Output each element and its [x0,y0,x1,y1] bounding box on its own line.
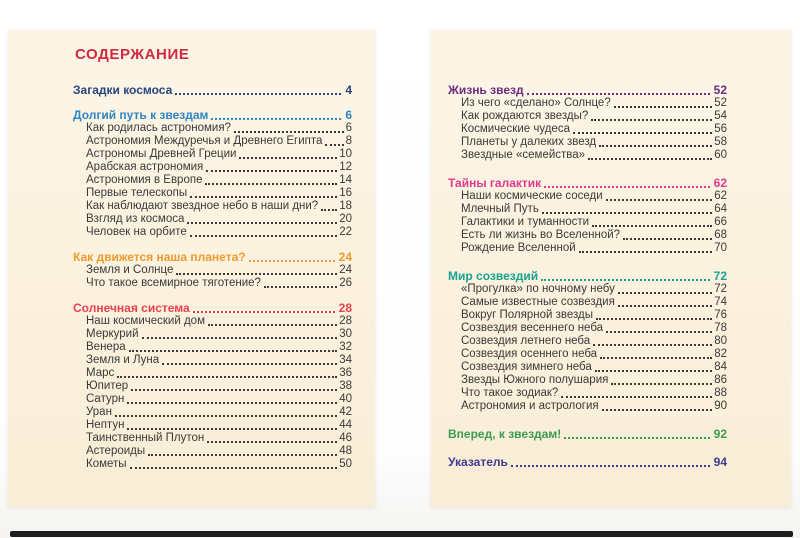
toc-entry-title: Меркурий [86,328,139,340]
toc-entry-title: Астрономия в Европе [86,174,203,186]
toc-entry [73,122,352,135]
toc-entry [73,315,352,328]
toc-entry-title: Мир созвездий [448,269,539,283]
toc-leader-dots [541,279,710,281]
toc-entry-title: Тайны галактик [448,176,542,190]
toc-page-number: 68 [714,229,727,241]
toc-entry [73,341,352,354]
toc-page-number: 46 [339,432,352,444]
toc-page-number: 94 [713,455,727,469]
toc-leader-dots [175,93,341,95]
toc-entry [73,148,352,161]
toc-entry-title: Сатурн [86,393,125,405]
toc-entry [73,432,352,445]
toc-page-number: 4 [345,83,352,97]
toc-page-number: 12 [339,161,352,173]
toc-leader-dots [588,158,712,160]
toc-leader-dots [148,454,337,456]
toc-entry [73,213,352,226]
toc-entry-title: Что такое зодиак? [461,387,559,399]
toc-section [448,428,727,441]
toc-section-header [448,428,727,441]
toc-section [73,109,352,239]
toc-entry-title: Самые известные созвездия [461,296,615,308]
toc-leader-dots [190,235,337,237]
toc-entry [448,361,727,374]
toc-section [73,251,352,290]
book-bottom-edge [10,531,793,537]
toc-leader-dots [564,437,709,439]
toc-entry-title: Астрономия и астрология [461,400,599,412]
toc-page-number: 66 [714,216,727,228]
toc-leader-dots [190,196,337,198]
toc-section-header [448,84,727,97]
toc-entry-title: Есть ли жизнь во Вселенной? [461,229,621,241]
toc-section [73,302,352,471]
toc-page-number: 48 [339,445,352,457]
toc-page-number: 50 [339,458,352,470]
toc-entry-title: Взгляд из космоса [86,213,185,225]
toc-entry [448,203,727,216]
toc-leader-dots [264,286,337,288]
toc-leader-dots [561,396,712,398]
toc-leader-dots [127,428,337,430]
toc-entry-title: Марс [86,367,115,379]
toc-page-number: 82 [714,348,727,360]
toc-leader-dots [325,144,343,146]
toc-entry-title: Космические чудеса [461,123,570,135]
toc-leader-dots [127,402,337,404]
toc-page-number: 18 [339,200,352,212]
toc-entry [73,226,352,239]
toc-leader-dots [142,337,338,339]
toc-leader-dots [117,376,337,378]
toc-entry [448,322,727,335]
toc-leader-dots [207,441,337,443]
toc-leader-dots [193,311,335,313]
toc-leader-dots [592,225,712,227]
toc-page-number: 58 [714,136,727,148]
toc-entry [448,400,727,413]
toc-section [73,84,352,97]
toc-leader-dots [618,292,712,294]
toc-leader-dots [593,344,712,346]
toc-entry-title: Земля и Солнце [86,264,174,276]
toc-right-column [448,84,727,469]
toc-entry-title: Галактики и туманности [461,216,590,228]
toc-section-header [448,177,727,190]
right-page [431,30,791,507]
toc-entry-title: Астрономы Древней Греции [86,148,237,160]
toc-leader-dots [611,383,712,385]
toc-entry [73,445,352,458]
toc-leader-dots [599,145,712,147]
toc-section-header [448,270,727,283]
toc-page-number: 90 [714,400,727,412]
toc-section [448,177,727,255]
toc-entry-title: Таинственный Плутон [86,432,205,444]
toc-entry-title: Из чего «сделано» Солнце? [461,97,611,109]
toc-entry-title: Юпитер [86,380,129,392]
toc-entry-title: Долгий путь к звездам [73,108,209,122]
toc-leader-dots [511,465,710,467]
toc-entry [73,380,352,393]
toc-page-number: 26 [339,277,352,289]
toc-entry [73,200,352,213]
toc-section [448,456,727,469]
toc-entry-title: Созвездия зимнего неба [461,361,592,373]
toc-page-number: 32 [339,341,352,353]
toc-entry-title: Звезды Южного полушария [461,374,609,386]
toc-entry [73,264,352,277]
toc-leader-dots [130,467,338,469]
toc-entry [448,309,727,322]
toc-page-number: 52 [714,97,727,109]
toc-page-number: 6 [345,122,352,134]
toc-leader-dots [618,305,712,307]
toc-entry [73,419,352,432]
left-page-content [8,30,375,471]
toc-entry-title: Кометы [86,458,127,470]
toc-page-number: 74 [714,296,727,308]
toc-page-number: 54 [714,110,727,122]
toc-entry [448,97,727,110]
toc-entry-title: Как рождаются звезды? [461,110,589,122]
toc-leader-dots [208,324,337,326]
toc-leader-dots [162,363,337,365]
toc-entry-title: Планеты у далеких звезд [461,136,597,148]
toc-entry [448,229,727,242]
toc-entry-title: Созвездия летнего неба [461,335,591,347]
toc-leader-dots [187,222,337,224]
toc-page-number: 92 [713,427,727,441]
toc-page-number: 56 [714,123,727,135]
toc-entry-title: «Прогулка» по ночному небу [461,283,615,295]
toc-page-number: 16 [339,187,352,199]
toc-page-number: 62 [714,190,727,202]
toc-leader-dots [579,251,713,253]
toc-page-number: 86 [714,374,727,386]
toc-entry [73,277,352,290]
toc-leader-dots [602,409,713,411]
toc-entry-title: Земля и Луна [86,354,160,366]
toc-entry [448,387,727,400]
toc-page-number: 28 [339,315,352,327]
toc-leader-dots [205,183,337,185]
toc-leader-dots [131,389,337,391]
toc-entry [448,110,727,123]
toc-entry [448,216,727,229]
toc-entry-title: Загадки космоса [73,83,173,97]
toc-left-column [73,84,352,471]
toc-section-header [448,456,727,469]
toc-entry-title: Вперед, к звездам! [448,427,562,441]
toc-section-header [73,84,352,97]
toc-leader-dots [211,118,341,120]
toc-entry-title: Астероиды [86,445,146,457]
toc-entry [73,393,352,406]
toc-page-number: 64 [714,203,727,215]
toc-page-number: 80 [714,335,727,347]
toc-page-number: 62 [713,176,727,190]
toc-entry-title: Солнечная система [73,301,190,315]
toc-page-number: 24 [339,264,352,276]
toc-entry-title: Человек на орбите [86,226,187,238]
toc-page-number: 52 [713,83,727,97]
toc-entry [73,328,352,341]
toc-entry [73,161,352,174]
toc-page-number: 72 [713,269,727,283]
toc-entry [448,242,727,255]
toc-page-number: 28 [338,301,352,315]
toc-entry [448,348,727,361]
toc-entry [448,283,727,296]
page-title: СОДЕРЖАНИЕ [75,46,190,63]
toc-entry-title: Рождение Вселенной [461,242,576,254]
toc-leader-dots [595,370,712,372]
toc-entry-title: Венера [86,341,126,353]
toc-entry [73,174,352,187]
toc-entry-title: Первые телескопы [86,187,188,199]
toc-leader-dots [623,238,712,240]
toc-leader-dots [527,93,710,95]
toc-page-number: 22 [339,226,352,238]
toc-entry-title: Уран [86,406,112,418]
toc-section-header [73,302,352,315]
toc-entry [73,354,352,367]
toc-page-number: 30 [339,328,352,340]
toc-page-number: 76 [714,309,727,321]
toc-leader-dots [321,209,337,211]
toc-leader-dots [544,186,709,188]
toc-page-number: 14 [339,174,352,186]
toc-section [448,84,727,162]
toc-entry-title: Как родилась астрономия? [86,122,231,134]
toc-entry [448,123,727,136]
toc-entry-title: Нептун [86,419,125,431]
toc-page-number: 78 [714,322,727,334]
toc-page-number: 6 [345,108,352,122]
toc-entry-title: Как наблюдают звездное небо в наши дни? [86,200,319,212]
toc-leader-dots [206,170,337,172]
right-page-content [431,30,791,469]
toc-page-number: 42 [339,406,352,418]
toc-entry-title: Млечный Путь [461,203,539,215]
toc-leader-dots [239,157,337,159]
toc-page-number: 40 [339,393,352,405]
toc-leader-dots [596,318,712,320]
toc-page-number: 44 [339,419,352,431]
toc-entry [448,335,727,348]
toc-entry-title: Жизнь звезд [448,83,524,97]
toc-leader-dots [115,415,337,417]
toc-entry [73,135,352,148]
toc-entry [448,136,727,149]
toc-page-number: 20 [339,213,352,225]
toc-entry [73,406,352,419]
toc-page-number: 34 [339,354,352,366]
toc-page-number: 36 [339,367,352,379]
toc-page-number: 24 [338,250,352,264]
toc-entry-title: Созвездия осеннего неба [461,348,598,360]
toc-page-number: 84 [714,361,727,373]
toc-section-header [73,251,352,264]
toc-entry [73,367,352,380]
toc-entry-title: Что такое всемирное тяготение? [86,277,261,289]
toc-entry-title: Астрономия Междуречья и Древнего Египта [86,135,323,147]
toc-leader-dots [606,199,713,201]
toc-section-header [73,109,352,122]
toc-entry-title: Созвездия весеннего неба [461,322,604,334]
toc-leader-dots [600,357,712,359]
toc-entry [448,149,727,162]
toc-leader-dots [614,106,712,108]
toc-page-number: 10 [339,148,352,160]
toc-entry [73,458,352,471]
toc-page-number: 70 [714,242,727,254]
toc-entry [73,187,352,200]
toc-leader-dots [129,350,338,352]
toc-leader-dots [606,331,712,333]
toc-entry-title: Как движется наша планета? [73,250,246,264]
toc-page-number: 8 [345,135,352,147]
toc-entry [448,190,727,203]
toc-entry-title: Вокруг Полярной звезды [461,309,594,321]
toc-entry-title: Звездные «семейства» [461,149,586,161]
toc-leader-dots [542,212,712,214]
left-page [8,30,375,507]
toc-page-number: 38 [339,380,352,392]
toc-leader-dots [176,273,337,275]
toc-section [448,270,727,413]
toc-leader-dots [591,119,712,121]
toc-entry [448,296,727,309]
toc-leader-dots [573,132,712,134]
toc-leader-dots [249,260,335,262]
toc-page-number: 72 [714,283,727,295]
toc-leader-dots [234,131,344,133]
toc-page-number: 88 [714,387,727,399]
toc-page-number: 60 [714,149,727,161]
toc-entry-title: Наши космические соседи [461,190,603,202]
toc-entry [448,374,727,387]
toc-entry-title: Указатель [448,455,508,469]
toc-entry-title: Арабская астрономия [86,161,204,173]
toc-entry-title: Наш космический дом [86,315,205,327]
